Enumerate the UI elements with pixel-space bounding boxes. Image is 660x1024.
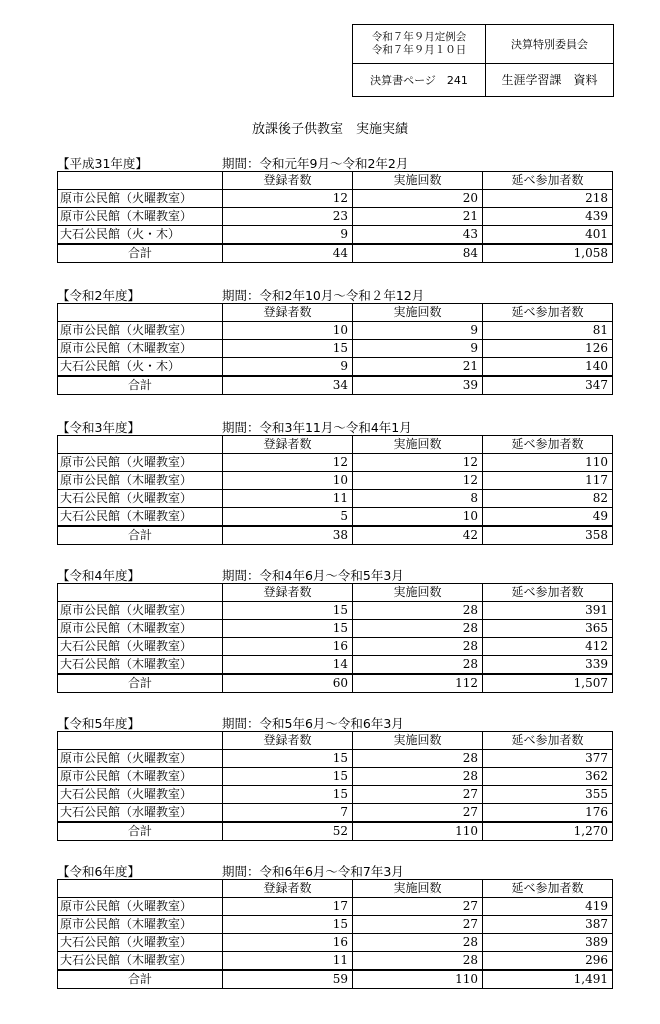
table-row [58, 934, 613, 952]
cell-reg: 15 [223, 340, 353, 358]
cell-count: 21 [353, 358, 483, 377]
fiscal-year-section [57, 566, 612, 693]
section-heading [57, 154, 612, 171]
table-row [58, 454, 613, 472]
venue-name: 大石公民館（木曜教室） [58, 952, 223, 971]
cell-reg: 16 [223, 934, 353, 952]
total-count: 84 [353, 244, 483, 263]
venue-name: 大石公民館（水曜教室） [58, 804, 223, 823]
total-label: 合計 [58, 526, 223, 545]
period-label: 期間：令和元年9月～令和2年2月 [222, 156, 409, 171]
cell-participants: 176 [483, 804, 613, 823]
table-row [58, 620, 613, 638]
venue-name: 大石公民館（火曜教室） [58, 638, 223, 656]
total-participants: 347 [483, 376, 613, 395]
total-label: 合計 [58, 376, 223, 395]
table-header-row [58, 304, 613, 322]
column-header-participants: 延べ参加者数 [483, 584, 613, 602]
column-header-reg: 登録者数 [223, 436, 353, 454]
cell-participants: 365 [483, 620, 613, 638]
table-header-row [58, 172, 613, 190]
venue-name: 原市公民館（木曜教室） [58, 340, 223, 358]
results-table [57, 303, 613, 395]
period-label: 期間：令和4年6月～令和5年3月 [222, 568, 404, 583]
cell-participants: 362 [483, 768, 613, 786]
cell-reg: 11 [223, 952, 353, 971]
total-participants: 1,491 [483, 970, 613, 989]
venue-name: 原市公民館（木曜教室） [58, 472, 223, 490]
venue-name: 原市公民館（木曜教室） [58, 620, 223, 638]
table-row [58, 638, 613, 656]
cell-count: 28 [353, 638, 483, 656]
table-row [58, 804, 613, 823]
table-row [58, 898, 613, 916]
total-row [58, 822, 613, 841]
column-header-participants: 延べ参加者数 [483, 880, 613, 898]
cell-participants: 419 [483, 898, 613, 916]
table-row [58, 358, 613, 377]
cell-participants: 401 [483, 226, 613, 245]
total-reg: 34 [223, 376, 353, 395]
cell-count: 27 [353, 898, 483, 916]
column-header-reg: 登録者数 [223, 304, 353, 322]
venue-name: 原市公民館（木曜教室） [58, 916, 223, 934]
venue-name: 原市公民館（火曜教室） [58, 454, 223, 472]
header-blank-cell [58, 732, 223, 750]
cell-participants: 82 [483, 490, 613, 508]
cell-reg: 10 [223, 472, 353, 490]
venue-name: 原市公民館（火曜教室） [58, 602, 223, 620]
total-participants: 1,507 [483, 674, 613, 693]
cell-reg: 12 [223, 190, 353, 208]
cell-reg: 17 [223, 898, 353, 916]
table-row [58, 750, 613, 768]
total-reg: 44 [223, 244, 353, 263]
results-table [57, 731, 613, 841]
venue-name: 大石公民館（火曜教室） [58, 934, 223, 952]
cell-participants: 355 [483, 786, 613, 804]
column-header-count: 実施回数 [353, 584, 483, 602]
document-header-box [352, 24, 614, 97]
cell-count: 28 [353, 620, 483, 638]
venue-name: 大石公民館（火・木） [58, 358, 223, 377]
total-row [58, 526, 613, 545]
header-blank-cell [58, 584, 223, 602]
cell-reg: 15 [223, 916, 353, 934]
cell-participants: 387 [483, 916, 613, 934]
department-label: 生涯学習課 資料 [486, 64, 614, 97]
table-header-row [58, 436, 613, 454]
total-count: 110 [353, 822, 483, 841]
cell-count: 27 [353, 804, 483, 823]
section-heading [57, 714, 612, 731]
total-reg: 60 [223, 674, 353, 693]
cell-count: 8 [353, 490, 483, 508]
cell-reg: 11 [223, 490, 353, 508]
column-header-reg: 登録者数 [223, 880, 353, 898]
column-header-reg: 登録者数 [223, 172, 353, 190]
cell-reg: 15 [223, 786, 353, 804]
cell-reg: 15 [223, 602, 353, 620]
venue-name: 大石公民館（木曜教室） [58, 508, 223, 527]
fiscal-year-label: 【令和5年度】 [57, 716, 140, 731]
cell-reg: 9 [223, 226, 353, 245]
fiscal-year-label: 【令和3年度】 [57, 420, 140, 435]
fiscal-year-section [57, 418, 612, 545]
cell-count: 28 [353, 952, 483, 971]
cell-count: 28 [353, 934, 483, 952]
cell-reg: 14 [223, 656, 353, 675]
table-row [58, 472, 613, 490]
total-count: 110 [353, 970, 483, 989]
results-table [57, 879, 613, 989]
total-count: 42 [353, 526, 483, 545]
cell-participants: 110 [483, 454, 613, 472]
cell-count: 43 [353, 226, 483, 245]
total-row [58, 674, 613, 693]
cell-participants: 377 [483, 750, 613, 768]
cell-participants: 439 [483, 208, 613, 226]
period-label: 期間：令和5年6月～令和6年3月 [222, 716, 404, 731]
column-header-count: 実施回数 [353, 880, 483, 898]
cell-participants: 391 [483, 602, 613, 620]
cell-reg: 23 [223, 208, 353, 226]
cell-count: 27 [353, 786, 483, 804]
venue-name: 原市公民館（火曜教室） [58, 898, 223, 916]
venue-name: 原市公民館（火曜教室） [58, 750, 223, 768]
header-blank-cell [58, 304, 223, 322]
table-row [58, 786, 613, 804]
column-header-reg: 登録者数 [223, 584, 353, 602]
period-label: 期間：令和2年10月～令和２年12月 [222, 288, 425, 303]
cell-count: 28 [353, 768, 483, 786]
column-header-count: 実施回数 [353, 172, 483, 190]
column-header-participants: 延べ参加者数 [483, 172, 613, 190]
cell-count: 28 [353, 750, 483, 768]
table-header-row [58, 584, 613, 602]
fiscal-year-section [57, 154, 612, 263]
cell-participants: 126 [483, 340, 613, 358]
total-row [58, 244, 613, 263]
cell-count: 10 [353, 508, 483, 527]
fiscal-year-label: 【令和6年度】 [57, 864, 140, 879]
committee-name: 決算特別委員会 [486, 25, 614, 64]
cell-reg: 5 [223, 508, 353, 527]
cell-count: 28 [353, 656, 483, 675]
cell-reg: 15 [223, 620, 353, 638]
total-reg: 59 [223, 970, 353, 989]
results-table [57, 435, 613, 545]
cell-reg: 15 [223, 750, 353, 768]
column-header-participants: 延べ参加者数 [483, 732, 613, 750]
cell-count: 21 [353, 208, 483, 226]
cell-count: 12 [353, 454, 483, 472]
table-header-row [58, 732, 613, 750]
cell-participants: 389 [483, 934, 613, 952]
column-header-count: 実施回数 [353, 732, 483, 750]
section-heading [57, 566, 612, 583]
table-row [58, 602, 613, 620]
fiscal-year-section [57, 862, 612, 989]
venue-name: 大石公民館（火曜教室） [58, 786, 223, 804]
fiscal-year-label: 【令和4年度】 [57, 568, 140, 583]
table-row [58, 208, 613, 226]
cell-reg: 16 [223, 638, 353, 656]
header-blank-cell [58, 880, 223, 898]
table-row [58, 768, 613, 786]
column-header-count: 実施回数 [353, 304, 483, 322]
table-row [58, 656, 613, 675]
page-title: 放課後子供教室 実施実績 [251, 122, 408, 137]
cell-participants: 49 [483, 508, 613, 527]
column-header-count: 実施回数 [353, 436, 483, 454]
venue-name: 大石公民館（火曜教室） [58, 490, 223, 508]
cell-reg: 15 [223, 768, 353, 786]
total-label: 合計 [58, 674, 223, 693]
total-reg: 38 [223, 526, 353, 545]
section-heading [57, 862, 612, 879]
table-row [58, 916, 613, 934]
cell-reg: 9 [223, 358, 353, 377]
cell-participants: 296 [483, 952, 613, 971]
total-label: 合計 [58, 822, 223, 841]
venue-name: 原市公民館（木曜教室） [58, 768, 223, 786]
header-blank-cell [58, 172, 223, 190]
results-table [57, 171, 613, 263]
fiscal-year-label: 【平成31年度】 [57, 156, 148, 171]
meeting-line-1: 令和７年９月定例会 [371, 31, 467, 43]
cell-reg: 12 [223, 454, 353, 472]
venue-name: 原市公民館（木曜教室） [58, 208, 223, 226]
page-reference: 決算書ページ 241 [353, 64, 486, 97]
total-reg: 52 [223, 822, 353, 841]
cell-participants: 339 [483, 656, 613, 675]
total-participants: 358 [483, 526, 613, 545]
cell-reg: 10 [223, 322, 353, 340]
venue-name: 大石公民館（火・木） [58, 226, 223, 245]
total-count: 112 [353, 674, 483, 693]
total-label: 合計 [58, 244, 223, 263]
column-header-participants: 延べ参加者数 [483, 304, 613, 322]
table-row [58, 226, 613, 245]
venue-name: 原市公民館（火曜教室） [58, 322, 223, 340]
column-header-participants: 延べ参加者数 [483, 436, 613, 454]
table-row [58, 490, 613, 508]
meeting-info [353, 25, 486, 64]
venue-name: 大石公民館（木曜教室） [58, 656, 223, 675]
cell-participants: 140 [483, 358, 613, 377]
total-count: 39 [353, 376, 483, 395]
period-label: 期間：令和6年6月～令和7年3月 [222, 864, 404, 879]
total-row [58, 376, 613, 395]
table-row [58, 340, 613, 358]
total-label: 合計 [58, 970, 223, 989]
header-blank-cell [58, 436, 223, 454]
results-table [57, 583, 613, 693]
meeting-line-2: 令和７年９月１０日 [371, 44, 467, 56]
cell-count: 28 [353, 602, 483, 620]
cell-participants: 117 [483, 472, 613, 490]
cell-count: 20 [353, 190, 483, 208]
table-row [58, 508, 613, 527]
fiscal-year-label: 【令和2年度】 [57, 288, 140, 303]
cell-count: 27 [353, 916, 483, 934]
column-header-reg: 登録者数 [223, 732, 353, 750]
period-label: 期間：令和3年11月～令和4年1月 [222, 420, 412, 435]
total-participants: 1,270 [483, 822, 613, 841]
fiscal-year-section [57, 286, 612, 395]
section-heading [57, 418, 612, 435]
fiscal-year-section [57, 714, 612, 841]
cell-count: 9 [353, 322, 483, 340]
cell-participants: 81 [483, 322, 613, 340]
venue-name: 原市公民館（火曜教室） [58, 190, 223, 208]
cell-participants: 412 [483, 638, 613, 656]
table-header-row [58, 880, 613, 898]
table-row [58, 322, 613, 340]
cell-participants: 218 [483, 190, 613, 208]
section-heading [57, 286, 612, 303]
cell-reg: 7 [223, 804, 353, 823]
table-row [58, 952, 613, 971]
cell-count: 12 [353, 472, 483, 490]
table-row [58, 190, 613, 208]
cell-count: 9 [353, 340, 483, 358]
total-participants: 1,058 [483, 244, 613, 263]
total-row [58, 970, 613, 989]
